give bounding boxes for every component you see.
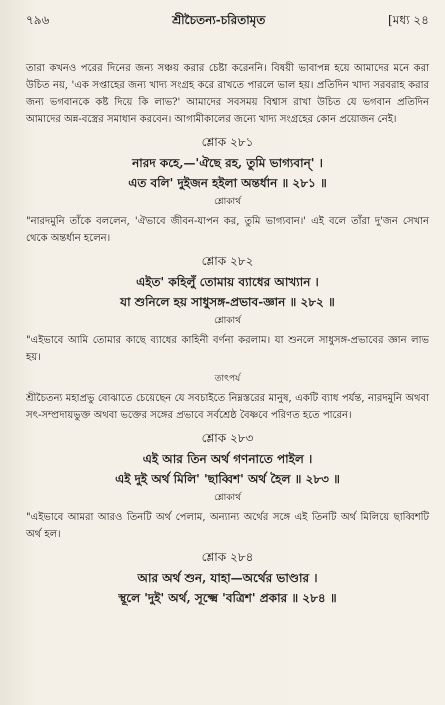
- verse-line: এই দুই অর্থ মিলি' 'ছাব্বিশ' অর্থ হৈল ॥ ২৮৩ ॥: [115, 472, 340, 486]
- verse-line: এই আর তিন অর্থ গণনাতে পাইল ।: [142, 452, 313, 466]
- page-header: [26, 12, 429, 28]
- verse-line: নারদ কহে,—'ঐছে রহ, তুমি ভাগ্যবান্' ।: [132, 156, 323, 170]
- sloka-heading: শ্লোক ২৮৩: [201, 431, 254, 445]
- verse-line: এইত' কহিলুঁ তোমায় ব্যাধের আখ্যান ।: [136, 275, 319, 289]
- translation-label: শ্লোকার্থ: [214, 197, 241, 207]
- sloka-heading: শ্লোক ২৮৪: [201, 550, 254, 564]
- translation-text: "এইভাবে আমরা আরও তিনটি অর্থ পেলাম, অন্যান্য অর্থের সঙ্গে এই তিনটি অর্থ মিলিয়ে ছাব্বিশটি অর্থ হল।: [26, 512, 429, 540]
- sloka-heading: শ্লোক ২৮২: [201, 254, 254, 268]
- running-title: শ্রীচৈতন্য-চরিতামৃত: [172, 13, 266, 27]
- page-number: ৭৯৬: [26, 13, 50, 27]
- translation-label: শ্লোকার্থ: [214, 316, 241, 326]
- sloka-284: [26, 549, 429, 608]
- sloka-281: [26, 134, 429, 247]
- translation-text: "এইভাবে আমি তোমার কাছে ব্যাধের কাহিনী বর্ণনা করলাম। যা শুনলে সাধুসঙ্গ-প্রভাবের জ্ঞান লাভ হয়।: [26, 335, 429, 363]
- sloka-283: [26, 430, 429, 543]
- purport-label: তাৎপর্য: [214, 374, 241, 384]
- intro-paragraph: তারা কখনও পরের দিনের জন্য সঞ্চয় করার চেষ্টা করেননি। বিষয়ী ভাবাপন্ন হয়ে আমাদের মনে করা উচিত নয়, 'এক সপ্তাহের জন্য খাদ্য সংগ্রহ করে রাখতে পারলে ভাল হয়। প্রতিদিন খাদ্য সরবরাহ করার জন্য ভগবানকে কষ্ট দিয়ে কি লাভ?' আমাদের সবসময় বিশ্বাস রাখা উচিত যে ভগবান প্রতিদিন আমাদের অন্ন-বস্ত্রের সমাধান করবেন। আগামীকালের জন্যে খাদ্য সংগ্রহের কোন প্রয়োজন নেই।: [26, 63, 429, 125]
- translation-label: শ্লোকার্থ: [214, 493, 241, 503]
- verse-line: আর অর্থ শুন, যাহা—অর্থের ভাণ্ডার ।: [137, 571, 318, 585]
- translation-text: "নারদমুনি তাঁকে বললেন, 'ঐভাবে জীবন-যাপন কর, তুমি ভাগ্যবান।' এই বলে তাঁরা দু'জন সেখান থেকে অন্তর্ধান হলেন।: [26, 216, 429, 244]
- sloka-heading: শ্লোক ২৮১: [201, 135, 254, 149]
- verse-line: স্থূলে 'দুই' অর্থ, সূক্ষ্মে 'বত্রিশ' প্রকার ॥ ২৮৪ ॥: [118, 591, 337, 605]
- section-marker: [মধ্য ২৪: [388, 13, 429, 27]
- purport-text: শ্রীচৈতন্য মহাপ্রভু বোঝাতে চেয়েছেন যে সবচাইতে নিম্নস্তরের মানুষ, একটি ব্যাধ পর্যন্ত, নারদমুনি অথবা সৎ-সম্প্রদায়ভুক্ত অথবা ভক্তের সঙ্গের প্রভাবে সর্বশ্রেষ্ঠ বৈষ্ণবে পরিণত হতে পারেন।: [26, 393, 429, 421]
- verse-line: এত বলি' দুইজন হইলা অন্তর্ধান ॥ ২৮১ ॥: [128, 176, 327, 190]
- sloka-282: [26, 253, 429, 424]
- verse-line: যা শুনিলে হয় সাধুসঙ্গ-প্রভাব-জ্ঞান ॥ ২৮২ ॥: [120, 295, 335, 309]
